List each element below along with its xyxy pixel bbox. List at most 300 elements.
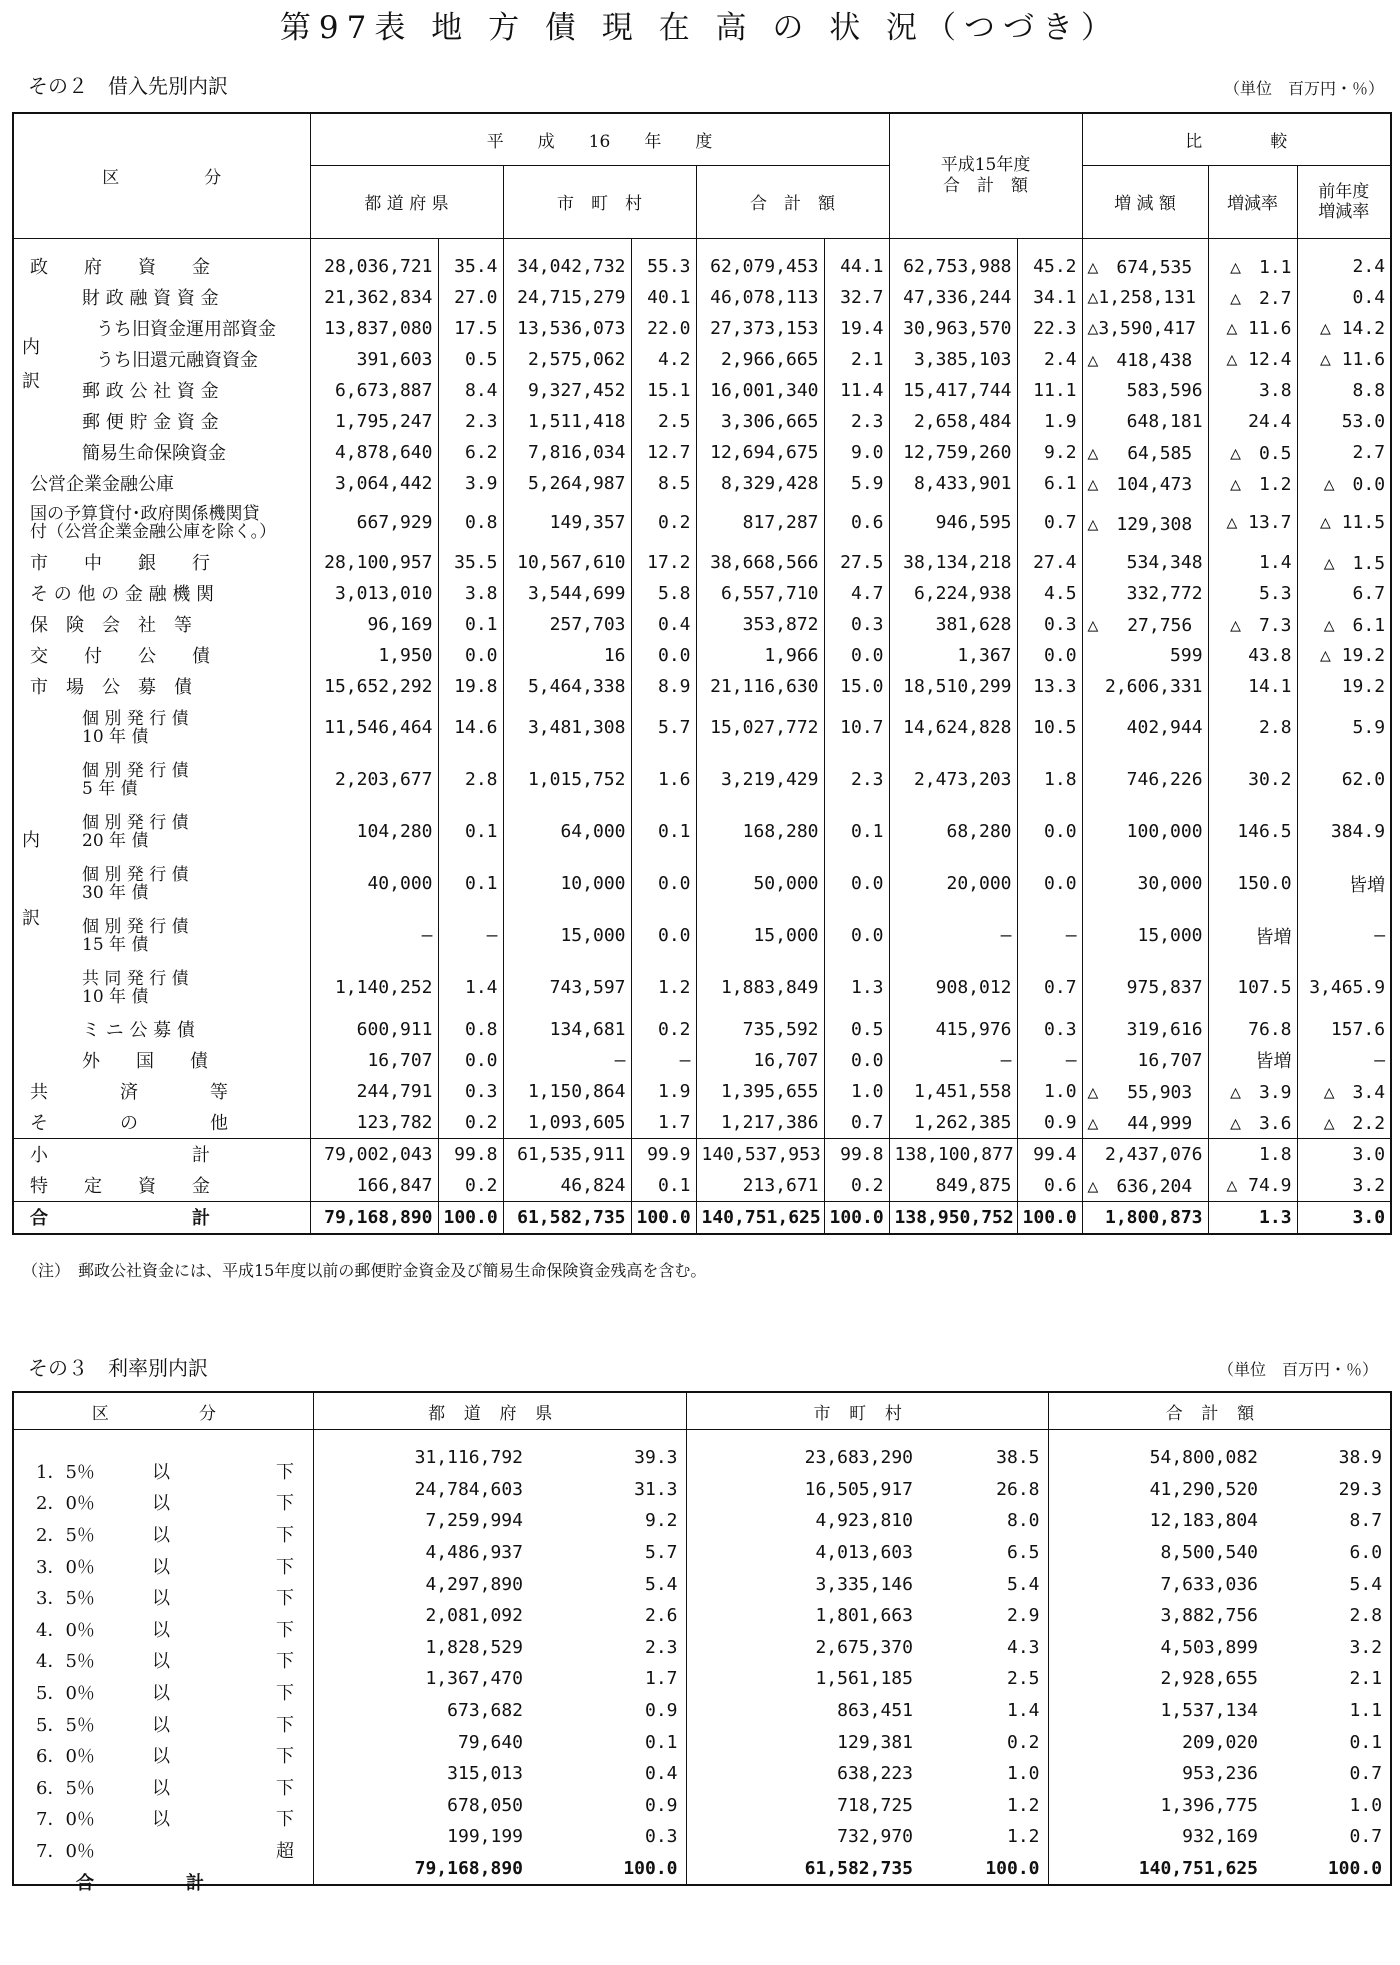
table-row xyxy=(13,1758,1391,1790)
cell-value: △ 0.5 xyxy=(1208,437,1297,468)
wake-marker: 訳 xyxy=(22,907,40,929)
cell-value: 1.0 xyxy=(1349,1794,1383,1816)
cell-value: 746,226 xyxy=(1082,754,1208,806)
cell-value: 415,976 xyxy=(889,1014,1017,1045)
cell-value: — xyxy=(1297,910,1391,962)
cell-value: △ 2.2 xyxy=(1297,1107,1391,1139)
cell-value: 1.2 xyxy=(1007,1794,1040,1816)
cell-value: 2,575,062 xyxy=(503,344,631,375)
cell-value: 皆増 xyxy=(1208,1045,1297,1076)
header-pref: 都道府県 xyxy=(313,1392,686,1430)
cell-value: 2,966,665 xyxy=(696,344,824,375)
cell-value: 39.3 xyxy=(634,1447,678,1469)
cell-value: 4,486,937 xyxy=(313,1537,531,1569)
cell-value: 0.7 xyxy=(1017,499,1082,547)
cell-value: 140,751,625 xyxy=(696,1201,824,1234)
table-row xyxy=(13,858,1391,910)
header-rate: 増減率 xyxy=(1208,165,1297,238)
table-row xyxy=(13,609,1391,640)
cell-value: 4.3 xyxy=(1007,1636,1040,1658)
cell-value: 1,561,185 xyxy=(686,1663,921,1695)
cell-value: 1.0 xyxy=(1007,1763,1040,1785)
cell-value: 24.4 xyxy=(1208,406,1297,437)
cell-value: 15.1 xyxy=(631,375,696,406)
cell-value: 0.1 xyxy=(631,806,696,858)
cell-value: 100.0 xyxy=(623,1858,678,1880)
cell-value: 28,100,957 xyxy=(310,547,438,578)
table-row xyxy=(13,1695,1391,1727)
cell-value: 21,362,834 xyxy=(310,282,438,313)
cell-value: 1,511,418 xyxy=(503,406,631,437)
row-label: 3．5％ 以 下 xyxy=(36,1588,294,1610)
cell-value: 23,683,290 xyxy=(686,1430,921,1474)
cell-value: 1.2 xyxy=(631,962,696,1014)
cell-value: 4,878,640 xyxy=(310,437,438,468)
table-row xyxy=(13,1505,1391,1537)
cell-value: 40,000 xyxy=(310,858,438,910)
cell-value: 6,224,938 xyxy=(889,578,1017,609)
cell-value: 10,000 xyxy=(503,858,631,910)
cell-value: 13,837,080 xyxy=(310,313,438,344)
cell-value: 0.0 xyxy=(438,640,503,671)
cell-value: 1.4 xyxy=(1007,1700,1040,1722)
cell-value: 0.0 xyxy=(631,910,696,962)
cell-value: 5.9 xyxy=(824,468,889,499)
cell-value: 20,000 xyxy=(889,858,1017,910)
cell-value: 2.3 xyxy=(438,406,503,437)
cell-value: △ 11.6 xyxy=(1297,344,1391,375)
cell-value: 0.0 xyxy=(824,640,889,671)
table-row xyxy=(13,754,1391,806)
table-row xyxy=(13,1790,1391,1822)
table-row xyxy=(13,1014,1391,1045)
cell-value: 0.3 xyxy=(1017,1014,1082,1045)
cell-value: — xyxy=(438,910,503,962)
cell-value: 16,707 xyxy=(1082,1045,1208,1076)
table-row xyxy=(13,238,1391,282)
cell-value: 62,753,988 xyxy=(889,238,1017,282)
cell-value: 62,079,453 xyxy=(696,238,824,282)
cell-value: 8,500,540 xyxy=(1048,1537,1266,1569)
row-label: 公営企業金融公庫 xyxy=(13,468,310,499)
cell-value: 15,027,772 xyxy=(696,702,824,754)
row-label: 特 定 資 金 xyxy=(13,1170,310,1202)
cell-value: 0.2 xyxy=(438,1170,503,1202)
cell-value: 99.9 xyxy=(631,1138,696,1170)
cell-value: 9.2 xyxy=(1017,437,1082,468)
cell-value: 735,592 xyxy=(696,1014,824,1045)
row-label: 交 付 公 債 xyxy=(13,640,310,671)
row-label: 共 済 等 xyxy=(13,1076,310,1107)
row-label: 市 中 銀 行 xyxy=(13,547,310,578)
row-label: 市 場 公 募 債 xyxy=(13,671,310,702)
table-row xyxy=(13,1537,1391,1569)
table-row xyxy=(13,375,1391,406)
cell-value: 0.0 xyxy=(824,910,889,962)
cell-value: 76.8 xyxy=(1208,1014,1297,1045)
cell-value: 1,396,775 xyxy=(1048,1790,1266,1822)
cell-value: 384.9 xyxy=(1297,806,1391,858)
table-borrower-breakdown xyxy=(12,112,1392,1235)
cell-value: 257,703 xyxy=(503,609,631,640)
cell-value: 100.0 xyxy=(631,1201,696,1234)
cell-value: 99.8 xyxy=(824,1138,889,1170)
cell-value: 0.2 xyxy=(438,1107,503,1139)
cell-value: △ 11.6 xyxy=(1208,313,1297,344)
cell-value: 8,433,901 xyxy=(889,468,1017,499)
cell-value: 5.4 xyxy=(1007,1573,1040,1595)
cell-value: 100.0 xyxy=(438,1201,503,1234)
cell-value: 2.4 xyxy=(1017,344,1082,375)
cell-value: 26.8 xyxy=(996,1478,1040,1500)
cell-value: 391,603 xyxy=(310,344,438,375)
cell-value: 17.5 xyxy=(438,313,503,344)
cell-value: 718,725 xyxy=(686,1790,921,1822)
table-rate-breakdown xyxy=(12,1391,1392,1894)
cell-value: △ 1.2 xyxy=(1208,468,1297,499)
row-label: 個 別 発 行 債 5 年 債 xyxy=(13,754,310,806)
cell-value: 1,140,252 xyxy=(310,962,438,1014)
cell-value: 199,199 xyxy=(313,1821,531,1853)
cell-value: 0.0 xyxy=(824,858,889,910)
row-label: 政 府 資 金 xyxy=(13,238,310,282)
cell-value: 1.8 xyxy=(1017,754,1082,806)
cell-value: 3.0 xyxy=(1297,1201,1391,1234)
cell-value: 6.1 xyxy=(1017,468,1082,499)
cell-value: 8.8 xyxy=(1297,375,1391,406)
cell-value: 2.9 xyxy=(1007,1605,1040,1627)
cell-value: 2.1 xyxy=(824,344,889,375)
cell-value: 4.7 xyxy=(824,578,889,609)
row-label: 個 別 発 行 債 30 年 債 xyxy=(13,858,310,910)
row-label: 共 同 発 行 債 10 年 債 xyxy=(13,962,310,1014)
cell-value: 12,759,260 xyxy=(889,437,1017,468)
row-label: 2．5％ 以 下 xyxy=(36,1524,294,1546)
cell-value: 1,395,655 xyxy=(696,1076,824,1107)
cell-value: 2.5 xyxy=(631,406,696,437)
cell-value: 2.1 xyxy=(1349,1668,1383,1690)
cell-value: 4,013,603 xyxy=(686,1537,921,1569)
cell-value: 3.0 xyxy=(1297,1138,1391,1170)
cell-value: — xyxy=(503,1045,631,1076)
cell-value: 732,970 xyxy=(686,1821,921,1853)
cell-value: 12,694,675 xyxy=(696,437,824,468)
cell-value: 2,675,370 xyxy=(686,1632,921,1664)
cell-value: 16,001,340 xyxy=(696,375,824,406)
cell-value: 13,536,073 xyxy=(503,313,631,344)
cell-value: — xyxy=(1017,910,1082,962)
cell-value: 79,168,890 xyxy=(313,1853,531,1886)
cell-value: 9,327,452 xyxy=(503,375,631,406)
cell-value: 244,791 xyxy=(310,1076,438,1107)
row-label: 国の予算貸付･政府関係機関貸 付（公営企業金融公庫を除く。） xyxy=(13,499,310,547)
cell-value: 863,451 xyxy=(686,1695,921,1727)
header-total: 合 計 額 xyxy=(696,165,889,238)
cell-value: 2,081,092 xyxy=(313,1600,531,1632)
table-row xyxy=(13,578,1391,609)
cell-value: 8.9 xyxy=(631,671,696,702)
table-row xyxy=(13,1474,1391,1506)
cell-value: 21,116,630 xyxy=(696,671,824,702)
cell-value: 2,437,076 xyxy=(1082,1138,1208,1170)
cell-value: 1.6 xyxy=(631,754,696,806)
cell-value: 1.0 xyxy=(824,1076,889,1107)
row-label: 外 国 債 xyxy=(13,1045,310,1076)
cell-value: 1.1 xyxy=(1349,1700,1383,1722)
wake-marker: 訳 xyxy=(22,370,40,392)
cell-value: 667,929 xyxy=(310,499,438,547)
cell-value: 53.0 xyxy=(1297,406,1391,437)
cell-value: 0.3 xyxy=(1017,609,1082,640)
cell-value: — xyxy=(310,910,438,962)
cell-value: 3.8 xyxy=(1208,375,1297,406)
cell-value: 9.2 xyxy=(644,1510,678,1532)
cell-value: 7,259,994 xyxy=(313,1505,531,1537)
cell-value: 1,093,605 xyxy=(503,1107,631,1139)
cell-value: 3,385,103 xyxy=(889,344,1017,375)
cell-value: 6,557,710 xyxy=(696,578,824,609)
cell-value: 4.2 xyxy=(631,344,696,375)
cell-value: 0.0 xyxy=(438,1045,503,1076)
cell-value: 1.4 xyxy=(1208,547,1297,578)
row-label: 7．0％ 以 下 xyxy=(36,1809,294,1831)
cell-value: 3,544,699 xyxy=(503,578,631,609)
cell-value: 134,681 xyxy=(503,1014,631,1045)
cell-value: 14.6 xyxy=(438,702,503,754)
header-category: 区 分 xyxy=(13,1392,313,1430)
cell-value: 107.5 xyxy=(1208,962,1297,1014)
row-label: 7．0％ 超 xyxy=(36,1840,294,1862)
table-row xyxy=(13,910,1391,962)
cell-value: 40.1 xyxy=(631,282,696,313)
cell-value: 2,473,203 xyxy=(889,754,1017,806)
cell-value: △ 3.9 xyxy=(1208,1076,1297,1107)
cell-value: 2.3 xyxy=(824,406,889,437)
cell-value: 50,000 xyxy=(696,858,824,910)
cell-value: 15,000 xyxy=(696,910,824,962)
cell-value: 44.1 xyxy=(824,238,889,282)
cell-value: 8.0 xyxy=(1007,1510,1040,1532)
cell-value: △ 64,585 xyxy=(1082,437,1208,468)
cell-value: 0.3 xyxy=(438,1076,503,1107)
cell-value: 1.3 xyxy=(1208,1201,1297,1234)
cell-value: 100.0 xyxy=(824,1201,889,1234)
cell-value: △ 11.5 xyxy=(1297,499,1391,547)
cell-value: 8.7 xyxy=(1349,1510,1383,1532)
cell-value: 140,537,953 xyxy=(696,1138,824,1170)
cell-value: 12,183,804 xyxy=(1048,1505,1266,1537)
cell-value: 0.5 xyxy=(438,344,503,375)
row-label: 2．0％ 以 下 xyxy=(36,1493,294,1515)
cell-value: 0.0 xyxy=(631,640,696,671)
cell-value: 38,668,566 xyxy=(696,547,824,578)
cell-value: 27.5 xyxy=(824,547,889,578)
cell-value: △ 44,999 xyxy=(1082,1107,1208,1139)
cell-value: 157.6 xyxy=(1297,1014,1391,1045)
cell-value: 46,824 xyxy=(503,1170,631,1202)
cell-value: 5.8 xyxy=(631,578,696,609)
cell-value: 168,280 xyxy=(696,806,824,858)
table-row xyxy=(13,344,1391,375)
cell-value: 0.2 xyxy=(631,499,696,547)
cell-value: 5.4 xyxy=(644,1573,678,1595)
cell-value: 1,537,134 xyxy=(1048,1695,1266,1727)
cell-value: 129,381 xyxy=(686,1726,921,1758)
cell-value: 0.6 xyxy=(824,499,889,547)
cell-value: 0.7 xyxy=(824,1107,889,1139)
section2-title: その２ 借入先別内訳 xyxy=(28,74,228,98)
cell-value: 1,217,386 xyxy=(696,1107,824,1139)
cell-value: 0.3 xyxy=(824,609,889,640)
header-category: 区 分 xyxy=(13,113,310,238)
cell-value: △ 12.4 xyxy=(1208,344,1297,375)
row-label: 1．5％ 以 下 xyxy=(36,1461,294,1483)
cell-value: 0.9 xyxy=(1017,1107,1082,1139)
row-label: 保 険 会 社 等 xyxy=(13,609,310,640)
cell-value: 15,000 xyxy=(503,910,631,962)
cell-value: 1,451,558 xyxy=(889,1076,1017,1107)
cell-value: 11,546,464 xyxy=(310,702,438,754)
cell-value: △ 7.3 xyxy=(1208,609,1297,640)
cell-value: 3.8 xyxy=(438,578,503,609)
cell-value: 0.1 xyxy=(438,806,503,858)
cell-value: 0.0 xyxy=(1017,640,1082,671)
cell-value: 9.0 xyxy=(824,437,889,468)
cell-value: 5.7 xyxy=(644,1542,678,1564)
row-label: そ の 他 xyxy=(13,1107,310,1139)
cell-value: 5,464,338 xyxy=(503,671,631,702)
cell-value: 0.1 xyxy=(824,806,889,858)
cell-value: 11.4 xyxy=(824,375,889,406)
table-row xyxy=(13,1076,1391,1107)
cell-value: 16,505,917 xyxy=(686,1474,921,1506)
cell-value: 15,652,292 xyxy=(310,671,438,702)
cell-value: 381,628 xyxy=(889,609,1017,640)
cell-value: 31,116,792 xyxy=(313,1430,531,1474)
cell-value: 638,223 xyxy=(686,1758,921,1790)
cell-value: 5.7 xyxy=(631,702,696,754)
cell-value: 68,280 xyxy=(889,806,1017,858)
row-label: 5．5％ 以 下 xyxy=(36,1714,294,1736)
cell-value: 99.8 xyxy=(438,1138,503,1170)
cell-value: 16 xyxy=(503,640,631,671)
cell-value: 61,535,911 xyxy=(503,1138,631,1170)
cell-value: 123,782 xyxy=(310,1107,438,1139)
cell-value: △ 636,204 xyxy=(1082,1170,1208,1202)
cell-value: 15,417,744 xyxy=(889,375,1017,406)
section3-title: その３ 利率別内訳 xyxy=(28,1356,208,1380)
cell-value: 0.9 xyxy=(644,1794,678,1816)
row-label: 4．0％ 以 下 xyxy=(36,1619,294,1641)
cell-value: 1.2 xyxy=(1007,1826,1040,1848)
cell-value: — xyxy=(889,910,1017,962)
cell-value: 138,950,752 xyxy=(889,1201,1017,1234)
row-label: 郵 便 貯 金 資 金 xyxy=(13,406,310,437)
cell-value: △ 19.2 xyxy=(1297,640,1391,671)
cell-value: 0.1 xyxy=(438,609,503,640)
cell-value: 1,795,247 xyxy=(310,406,438,437)
cell-value: △ 14.2 xyxy=(1297,313,1391,344)
cell-value: 5.3 xyxy=(1208,578,1297,609)
cell-value: 100.0 xyxy=(985,1858,1040,1880)
header-prev-total: 平成15年度 合 計 額 xyxy=(889,113,1082,238)
cell-value: 0.8 xyxy=(438,499,503,547)
cell-value: — xyxy=(889,1045,1017,1076)
section2-unit: （単位 百万円・％） xyxy=(1223,79,1384,98)
table-row xyxy=(13,1821,1391,1853)
row-label: 6．5％ 以 下 xyxy=(36,1777,294,1799)
cell-value: 1,800,873 xyxy=(1082,1201,1208,1234)
table-row xyxy=(13,1138,1391,1170)
table-row xyxy=(13,702,1391,754)
cell-value: 932,169 xyxy=(1048,1821,1266,1853)
cell-value: 209,020 xyxy=(1048,1726,1266,1758)
cell-value: 30,000 xyxy=(1082,858,1208,910)
table-row xyxy=(13,1568,1391,1600)
cell-value: 2,203,677 xyxy=(310,754,438,806)
cell-value: △ 104,473 xyxy=(1082,468,1208,499)
row-label: そ の 他 の 金 融 機 関 xyxy=(13,578,310,609)
cell-value: 3,465.9 xyxy=(1297,962,1391,1014)
row-label: 個 別 発 行 債 10 年 債 xyxy=(13,702,310,754)
cell-value: 8.4 xyxy=(438,375,503,406)
cell-value: 332,772 xyxy=(1082,578,1208,609)
cell-value: 1,950 xyxy=(310,640,438,671)
cell-value: △ 13.7 xyxy=(1208,499,1297,547)
cell-value: 15.0 xyxy=(824,671,889,702)
cell-value: 16,707 xyxy=(310,1045,438,1076)
cell-value: 3,064,442 xyxy=(310,468,438,499)
cell-value: 600,911 xyxy=(310,1014,438,1045)
cell-value: 4,297,890 xyxy=(313,1568,531,1600)
header-prev-rate: 前年度 増減率 xyxy=(1297,165,1391,238)
table-row xyxy=(13,1853,1391,1886)
cell-value: 315,013 xyxy=(313,1758,531,1790)
cell-value: 678,050 xyxy=(313,1790,531,1822)
cell-value: 100,000 xyxy=(1082,806,1208,858)
table-row xyxy=(13,1170,1391,1202)
cell-value: △ 129,308 xyxy=(1082,499,1208,547)
cell-value: 7,633,036 xyxy=(1048,1568,1266,1600)
cell-value: 43.8 xyxy=(1208,640,1297,671)
cell-value: 62.0 xyxy=(1297,754,1391,806)
cell-value: 673,682 xyxy=(313,1695,531,1727)
table-row xyxy=(13,640,1391,671)
page-title: 第97表 地 方 債 現 在 高 の 状 況（つづき） xyxy=(279,10,1121,46)
cell-value: 34,042,732 xyxy=(503,238,631,282)
cell-value: 35.4 xyxy=(438,238,503,282)
cell-value: 3.2 xyxy=(1297,1170,1391,1202)
cell-value: 2,658,484 xyxy=(889,406,1017,437)
cell-value: 8.5 xyxy=(631,468,696,499)
cell-value: 17.2 xyxy=(631,547,696,578)
cell-value: 61,582,735 xyxy=(503,1201,631,1234)
row-label: 4．5％ 以 下 xyxy=(36,1651,294,1673)
cell-value: 1.8 xyxy=(1208,1138,1297,1170)
cell-value: 0.8 xyxy=(438,1014,503,1045)
cell-value: 4.5 xyxy=(1017,578,1082,609)
cell-value: 18,510,299 xyxy=(889,671,1017,702)
table-row xyxy=(13,1726,1391,1758)
cell-value: 皆増 xyxy=(1297,858,1391,910)
cell-value: 2.5 xyxy=(1007,1668,1040,1690)
cell-value: 0.4 xyxy=(644,1763,678,1785)
cell-value: 22.3 xyxy=(1017,313,1082,344)
cell-value: 1,367,470 xyxy=(313,1663,531,1695)
row-label: 合 計 xyxy=(13,1201,310,1234)
footnote: （注） 郵政公社資金には、平成15年度以前の郵便貯金資金及び簡易生命保険資金残高を含む。 xyxy=(22,1261,707,1280)
cell-value: 38.5 xyxy=(996,1447,1040,1469)
